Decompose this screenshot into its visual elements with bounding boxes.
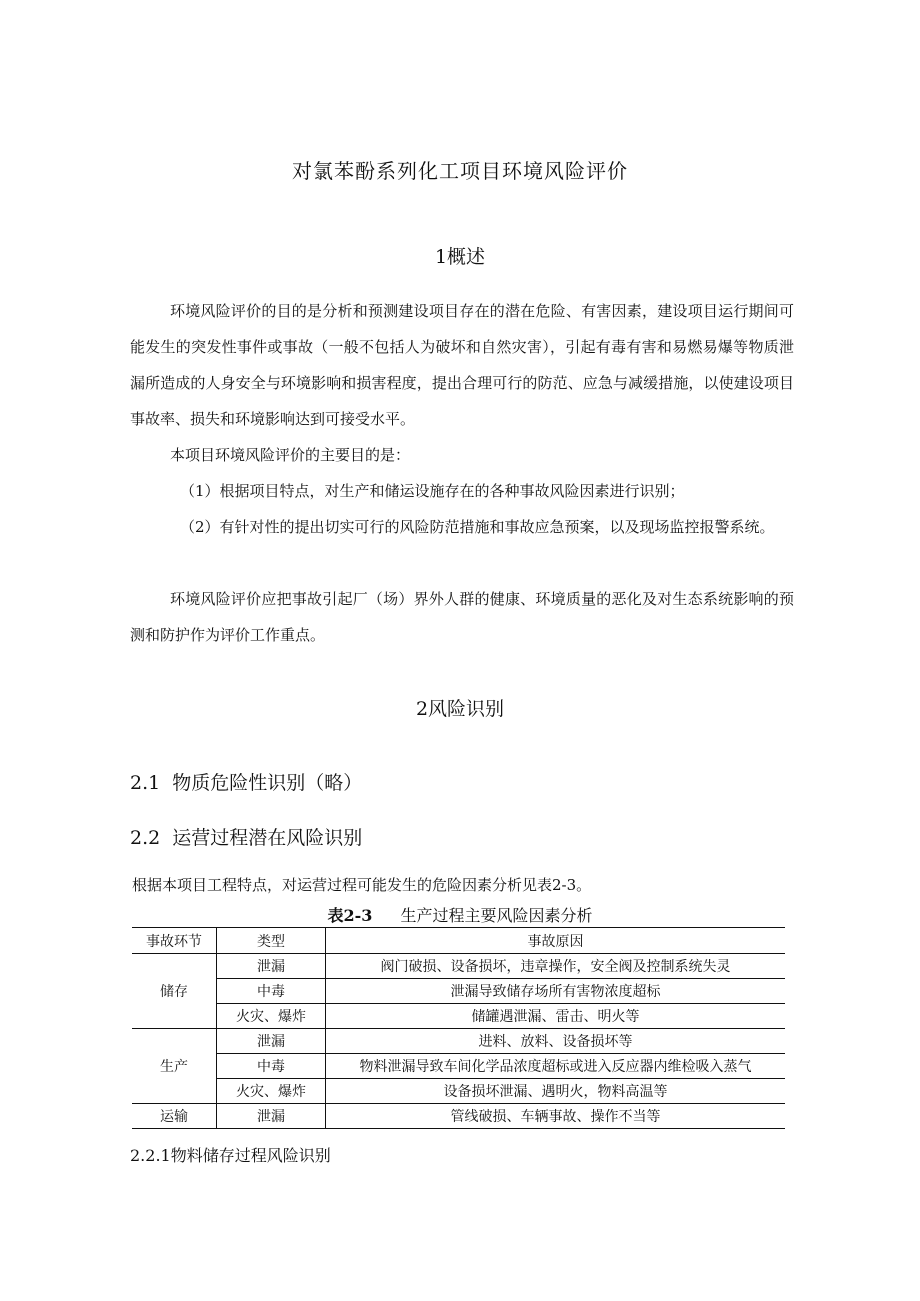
cell-stage: 运输 <box>132 1104 217 1129</box>
cell-type: 泄漏 <box>217 1029 326 1054</box>
header-type: 类型 <box>217 928 326 954</box>
section-2-2-title: 运营过程潜在风险识别 <box>172 827 363 849</box>
cell-type: 中毒 <box>217 979 326 1004</box>
section-2-2-heading <box>130 823 362 850</box>
cell-type: 泄漏 <box>217 1104 326 1129</box>
header-cause: 事故原因 <box>326 928 786 954</box>
section-1-paragraph-3: 环境风险评价应把事故引起厂（场）界外人群的健康、环境质量的恶化及对生态系统影响的预测和防护作为评价工作重点。 <box>130 590 794 644</box>
cell-type: 火灾、爆炸 <box>217 1079 326 1104</box>
table-row <box>132 1004 785 1029</box>
section-2-1-heading <box>130 768 362 795</box>
list-item-2: （2）有针对性的提出切实可行的风险防范措施和事故应急预案，以及现场监控报警系统。 <box>180 518 775 536</box>
cell-cause: 泄漏导致储存场所有害物浓度超标 <box>326 979 786 1004</box>
table-row <box>132 979 785 1004</box>
table-row <box>132 1079 785 1104</box>
cell-cause: 设备损坏泄漏、遇明火，物料高温等 <box>326 1079 786 1104</box>
cell-type: 泄漏 <box>217 954 326 979</box>
document-title: 对氯苯酚系列化工项目环境风险评价 <box>292 159 628 183</box>
section-1-paragraph-2: 本项目环境风险评价的主要目的是： <box>170 446 411 464</box>
table-row <box>132 1029 785 1054</box>
cell-stage: 储存 <box>132 954 217 1029</box>
cell-cause: 进料、放料、设备损坏等 <box>326 1029 786 1054</box>
section-2-heading: 2风险识别 <box>415 698 505 720</box>
header-stage: 事故环节 <box>132 928 217 954</box>
cell-cause: 储罐遇泄漏、雷击、明火等 <box>326 1004 786 1029</box>
cell-type: 中毒 <box>217 1054 326 1079</box>
section-2-2-number: 2.2 <box>130 827 161 849</box>
cell-stage: 生产 <box>132 1029 217 1104</box>
table-header-row <box>132 928 785 954</box>
table-intro-text: 根据本项目工程特点，对运营过程可能发生的危险因素分析见表2-3。 <box>132 876 592 894</box>
table-caption-number: 表2-3 <box>327 906 373 925</box>
section-2-1-title: 物质危险性识别（略） <box>172 772 363 794</box>
cell-cause: 物料泄漏导致车间化学品浓度超标或进入反应器内维检吸入蒸气 <box>326 1054 786 1079</box>
table-caption <box>0 903 920 926</box>
cell-cause: 管线破损、车辆事故、操作不当等 <box>326 1104 786 1129</box>
section-2-1-number: 2.1 <box>130 772 161 794</box>
cell-type: 火灾、爆炸 <box>217 1004 326 1029</box>
section-1-heading: 1概述 <box>434 246 486 268</box>
risk-factor-table <box>132 927 785 1129</box>
list-item-1: （1）根据项目特点，对生产和储运设施存在的各种事故风险因素进行识别； <box>180 482 685 500</box>
section-2-2-1-heading: 2.2.1物料储存过程风险识别 <box>130 1146 331 1165</box>
table-row <box>132 954 785 979</box>
table-row <box>132 1054 785 1079</box>
section-1-paragraph-1: 环境风险评价的目的是分析和预测建设项目存在的潜在危险、有害因素，建设项目运行期间可能发生的突发性事件或事故（一般不包括人为破坏和自然灾害），引起有毒有害和易燃易爆等物质泄漏所造成的人身安全与环境影响和损害程度，提出合理可行的防范、应急与减缓措施，以使建设项目事故率、损失和环境影响达到可接受水平。 <box>130 302 794 428</box>
cell-cause: 阀门破损、设备损坏，违章操作，安全阀及控制系统失灵 <box>326 954 786 979</box>
table-caption-title: 生产过程主要风险因素分析 <box>400 906 593 925</box>
table-row <box>132 1104 785 1129</box>
